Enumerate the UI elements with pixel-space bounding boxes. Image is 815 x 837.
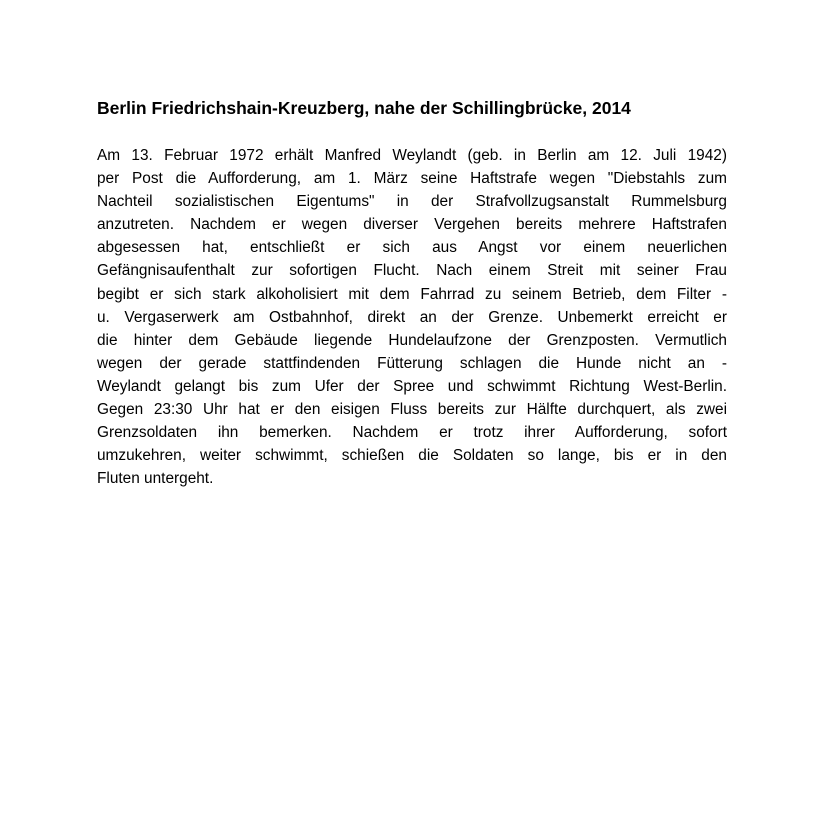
paragraph-line: Grenzsoldaten ihn bemerken. Nachdem er trotz ihrer Aufforderung, sofort: [97, 424, 727, 442]
paragraph-line: umzukehren, weiter schwimmt, schießen die Soldaten so lange, bis er in den: [97, 447, 727, 465]
paragraph-line: Gegen 23:30 Uhr hat er den eisigen Fluss bereits zur Hälfte durchquert, als zwei: [97, 401, 727, 419]
paragraph-line: per Post die Aufforderung, am 1. März seine Haftstrafe wegen "Diebstahls zum: [97, 170, 727, 188]
paragraph-line: Gefängnisaufenthalt zur sofortigen Flucht. Nach einem Streit mit seiner Frau: [97, 262, 727, 280]
paragraph-line: Fluten untergeht.: [97, 470, 214, 488]
paragraph-line: abgesessen hat, entschließt er sich aus Angst vor einem neuerlichen: [97, 239, 727, 257]
paragraph-line: Nachteil sozialistischen Eigentums" in der Strafvollzugsanstalt Rummelsburg: [97, 193, 727, 211]
body-paragraph: [97, 144, 727, 490]
paragraph-line: anzutreten. Nachdem er wegen diverser Vergehen bereits mehrere Haftstrafen: [97, 216, 727, 234]
paragraph-line: Weylandt gelangt bis zum Ufer der Spree und schwimmt Richtung West-Berlin.: [97, 377, 727, 395]
paragraph-line: Am 13. Februar 1972 erhält Manfred Weylandt (geb. in Berlin am 12. Juli 1942): [97, 147, 727, 164]
paragraph-line: die hinter dem Gebäude liegende Hundelaufzone der Grenzposten. Vermutlich: [97, 331, 727, 349]
paragraph-line: begibt er sich stark alkoholisiert mit dem Fahrrad zu seinem Betrieb, dem Filter -: [97, 285, 727, 303]
document-page: [97, 96, 727, 490]
document-title: Berlin Friedrichshain-Kreuzberg, nahe der Schillingbrücke, 2014: [97, 98, 631, 118]
paragraph-line: u. Vergaserwerk am Ostbahnhof, direkt an der Grenze. Unbemerkt erreicht er: [97, 308, 727, 326]
paragraph-line: wegen der gerade stattfindenden Fütterung schlagen die Hunde nicht an -: [97, 354, 727, 372]
